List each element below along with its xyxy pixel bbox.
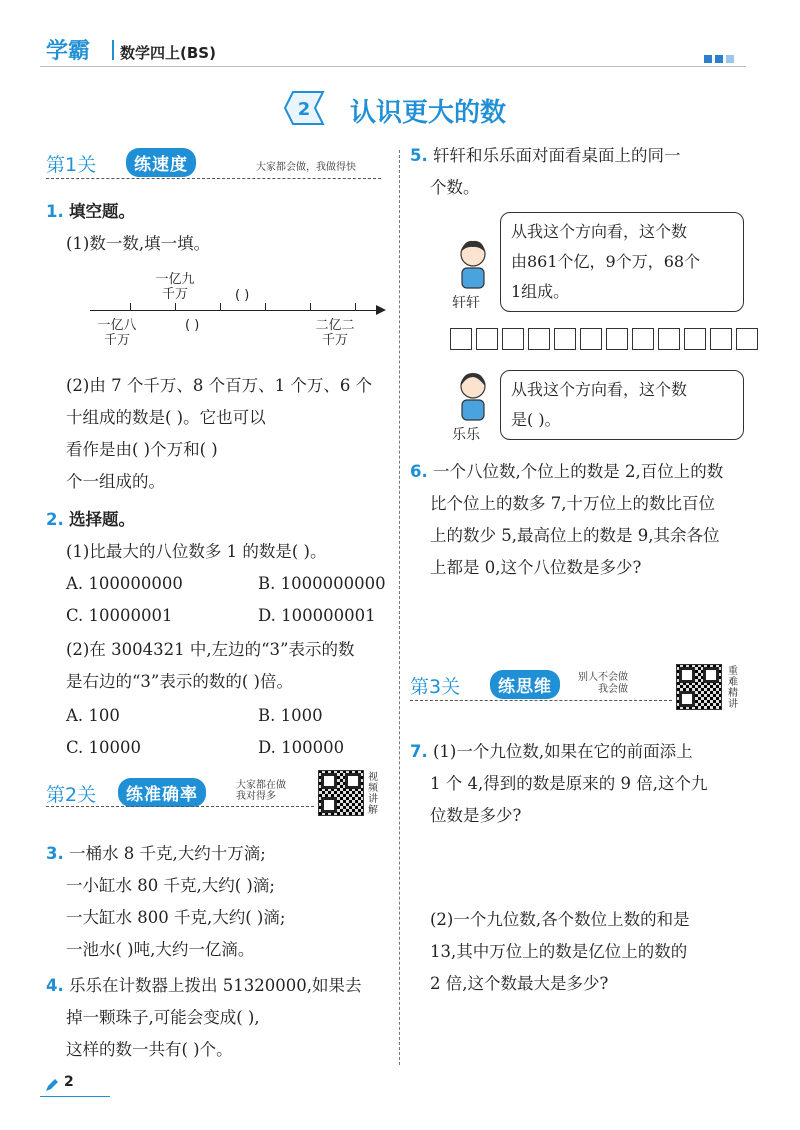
unit-number-badge bbox=[283, 90, 325, 126]
q2-p2-option-b[interactable]: B. 1000 bbox=[258, 706, 323, 725]
section-3-bar bbox=[410, 662, 760, 722]
section-1-note: 大家都会做，我做得快 bbox=[256, 162, 356, 173]
section-1-underline bbox=[46, 178, 381, 179]
q7-part2: (2)一个九位数,各个数位上数的和是 13,其中万位上的数是亿位上的数的 2 倍,这个数最大是多少? bbox=[430, 910, 690, 993]
page-number: 2 bbox=[64, 1074, 74, 1090]
section-3-pill: 练思维 bbox=[490, 670, 560, 699]
q2-part2: (2)在 3004321 中,左边的“3”表示的数 是右边的“3”表示的数的( )倍。 bbox=[66, 640, 355, 691]
section-3-qr-caption: 重难精讲 bbox=[728, 666, 738, 710]
boy-xuanxuan-icon bbox=[452, 238, 494, 290]
boy-lele-icon bbox=[452, 370, 494, 422]
column-divider bbox=[399, 150, 400, 1065]
subject-label: 数学四上(BS) bbox=[120, 44, 216, 62]
section-1-label: 第1关 bbox=[46, 154, 97, 176]
q5-text: 5. 轩轩和乐乐面对面看桌面上的同一 个数。 bbox=[410, 146, 681, 197]
section-2-note: 大家都在做 我对得多 bbox=[236, 780, 286, 802]
section-2-qr-code[interactable] bbox=[318, 770, 364, 816]
speech-bubble-lele: 从我这个方向看，这个数 是( )。 bbox=[500, 370, 744, 440]
q2-heading bbox=[46, 504, 135, 536]
q1-number: 1. bbox=[46, 202, 64, 221]
q2-p2-option-a[interactable]: A. 100 bbox=[66, 706, 120, 725]
name-xuanxuan: 轩轩 bbox=[452, 295, 480, 311]
nl-label-top1: 一亿九 千万 bbox=[155, 272, 195, 302]
section-3-label: 第3关 bbox=[410, 676, 461, 698]
q3-number: 3. bbox=[46, 844, 64, 863]
q1-title: 填空题。 bbox=[69, 202, 135, 221]
q2-part1: (1)比最大的八位数多 1 的数是( )。 bbox=[66, 542, 327, 561]
nl-label-bot3: 二亿二 千万 bbox=[315, 318, 355, 348]
section-2-underline bbox=[46, 806, 314, 807]
section-3-note: 别人不会做 我会做 bbox=[578, 672, 628, 695]
q7-number: 7. bbox=[410, 742, 428, 761]
q3: 3. 一桶水 8 千克,大约十万滴; 一小缸水 80 千克,大约( )滴; 一大缸水 800 千克,大约( )滴; 一池水( )吨,大约一亿滴。 bbox=[46, 844, 286, 959]
footer-line bbox=[40, 1096, 110, 1097]
nl-label-bot1: 一亿八 千万 bbox=[97, 318, 137, 348]
q1-part2: (2)由 7 个千万、8 个百万、1 个万、6 个 十组成的数是( )。它也可以 看作是由( )个万和( ) 个一组成的。 bbox=[66, 376, 373, 491]
q5-number: 5. bbox=[410, 146, 428, 165]
header-separator bbox=[112, 40, 114, 60]
q2-p2-option-c[interactable]: C. 10000 bbox=[66, 738, 142, 757]
unit-number: 2 bbox=[297, 99, 311, 120]
number-line-arrow bbox=[376, 305, 386, 315]
q2-p1-option-b[interactable]: B. 1000000000 bbox=[258, 574, 386, 593]
section-3-qr-code[interactable] bbox=[676, 664, 722, 710]
q2-title: 选择题。 bbox=[69, 510, 135, 529]
q4-number: 4. bbox=[46, 976, 64, 995]
brand-logo: 学霸 bbox=[46, 39, 91, 64]
q7-part1: 7. (1)一个九位数,如果在它的前面添上 1 个 4,得到的数是原来的 9 倍,这个九 位数是多少? bbox=[410, 742, 708, 825]
header-decoration bbox=[704, 48, 737, 67]
pencil-icon bbox=[44, 1077, 60, 1093]
q2-p1-option-c[interactable]: C. 10000001 bbox=[66, 606, 173, 625]
number-line bbox=[90, 272, 390, 362]
q1-heading bbox=[46, 196, 135, 228]
section-2-qr-caption: 视频讲解 bbox=[368, 772, 378, 816]
q1-part1: (1)数一数,填一填。 bbox=[66, 234, 211, 253]
q6: 6. 一个八位数,个位上的数是 2,百位上的数 比个位上的数多 7,十万位上的数比百位 上的数少 5,最高位上的数是 9,其余各位 上都是 0,这个八位数是多少? bbox=[410, 462, 724, 577]
section-1-pill: 练速度 bbox=[126, 148, 196, 177]
name-lele: 乐乐 bbox=[452, 427, 480, 443]
nl-blank-top[interactable]: ( ) bbox=[235, 288, 250, 303]
nl-blank-bot[interactable]: ( ) bbox=[185, 318, 200, 333]
number-line-axis bbox=[90, 310, 376, 311]
q4: 4. 乐乐在计数器上拨出 51320000,如果去 掉一颗珠子,可能会变成( ), 这样的数一共有( )个。 bbox=[46, 976, 362, 1059]
section-3-underline bbox=[410, 700, 672, 701]
section-1-bar bbox=[46, 148, 381, 178]
unit-title: 认识更大的数 bbox=[350, 98, 507, 128]
section-2-label: 第2关 bbox=[46, 784, 97, 806]
q2-p2-option-d[interactable]: D. 100000 bbox=[258, 738, 345, 757]
speech-bubble-xuanxuan: 从我这个方向看，这个数 由861个亿，9个万，68个 1组成。 bbox=[500, 212, 744, 312]
q6-number: 6. bbox=[410, 462, 428, 481]
section-2-pill: 练准确率 bbox=[118, 778, 206, 807]
header-line bbox=[40, 66, 746, 67]
q2-p1-option-d[interactable]: D. 100000001 bbox=[258, 606, 376, 625]
section-2-bar bbox=[46, 770, 396, 830]
digit-boxes[interactable] bbox=[450, 328, 750, 354]
q2-number: 2. bbox=[46, 510, 64, 529]
q2-p1-option-a[interactable]: A. 100000000 bbox=[66, 574, 183, 593]
